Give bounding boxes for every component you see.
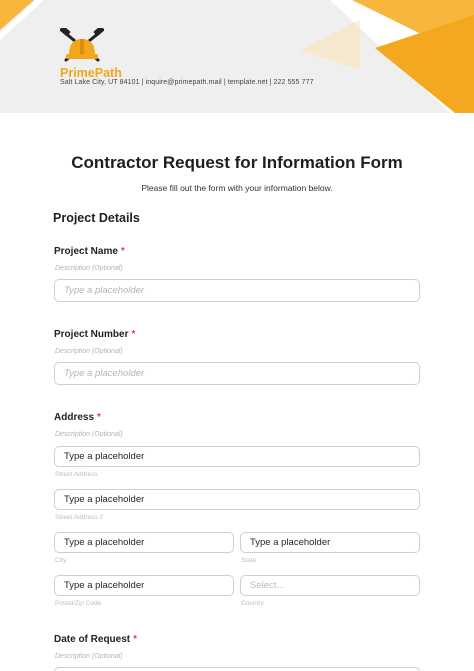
date-of-request-description: Description (Optional) — [55, 653, 123, 660]
project-number-label: Project Number * — [54, 329, 136, 340]
project-name-input[interactable]: Type a placeholder — [54, 279, 420, 302]
street-address-input[interactable]: Type a placeholder — [54, 446, 420, 467]
city-input[interactable]: Type a placeholder — [54, 532, 234, 553]
form-subtitle: Please fill out the form with your information below. — [141, 183, 333, 193]
postal-code-sublabel: Postal/Zip Code — [55, 600, 102, 607]
required-mark: * — [133, 634, 138, 645]
hardhat-hammers-icon — [60, 28, 104, 66]
contact-info: Salt Lake City, UT 84101 | inquire@primepath.mail | template.net | 222 555 777 — [60, 79, 314, 86]
project-number-description: Description (Optional) — [55, 348, 123, 355]
project-name-label: Project Name * — [54, 246, 125, 257]
project-name-description: Description (Optional) — [55, 265, 123, 272]
state-input[interactable]: Type a placeholder — [240, 532, 420, 553]
project-number-input[interactable]: Type a placeholder — [54, 362, 420, 385]
form-title: Contractor Request for Information Form — [71, 153, 403, 172]
city-sublabel: City — [55, 557, 67, 564]
street-address-2-sublabel: Street Address 2 — [55, 514, 104, 521]
date-of-request-input[interactable] — [54, 667, 420, 671]
country-select[interactable]: Select... — [240, 575, 420, 596]
brand-name: PrimePath — [60, 66, 122, 80]
postal-code-input[interactable]: Type a placeholder — [54, 575, 234, 596]
company-logo — [60, 28, 104, 66]
country-sublabel: Country — [241, 600, 264, 607]
required-mark: * — [97, 412, 101, 423]
street-address-2-input[interactable]: Type a placeholder — [54, 489, 420, 510]
section-title: Project Details — [53, 211, 140, 225]
required-mark: * — [120, 246, 125, 257]
date-of-request-label: Date of Request * — [54, 634, 138, 645]
header-banner — [0, 0, 474, 113]
address-label: Address * — [54, 412, 101, 423]
street-address-sublabel: Street Address — [55, 471, 98, 478]
required-mark: * — [131, 329, 136, 340]
state-sublabel: State — [241, 557, 257, 564]
address-description: Description (Optional) — [55, 431, 123, 438]
